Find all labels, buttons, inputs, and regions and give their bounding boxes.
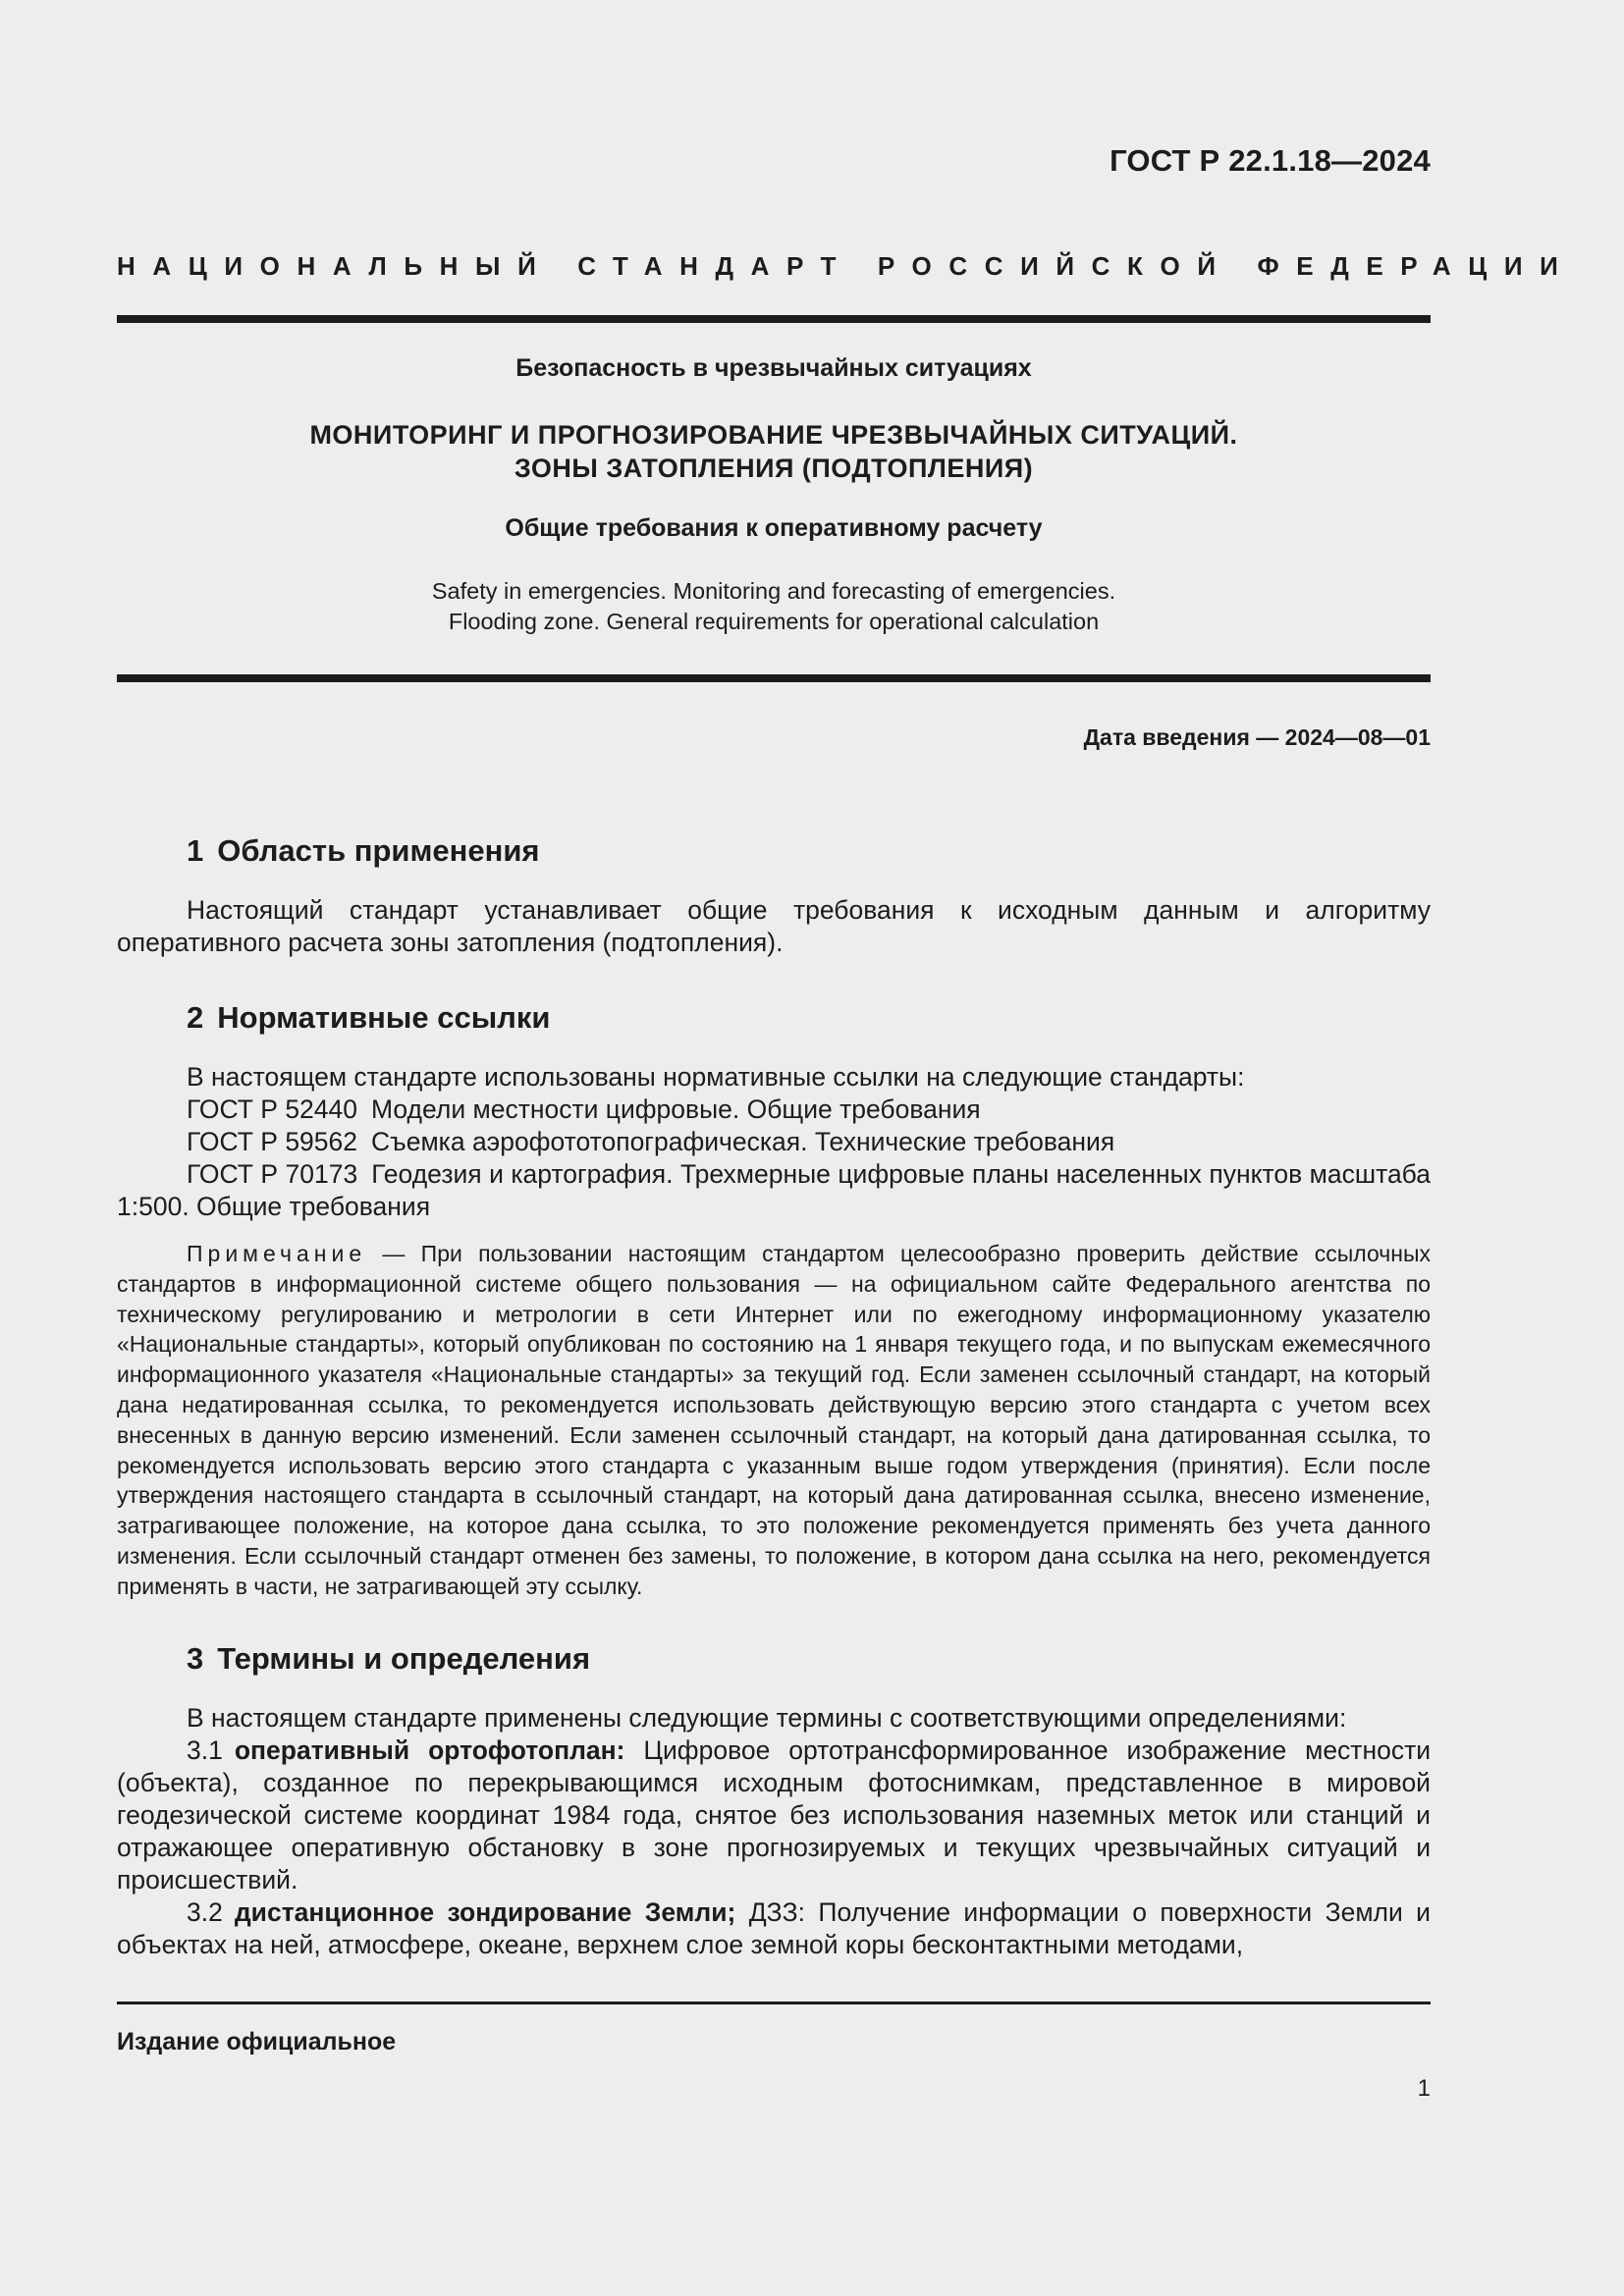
title-divider (117, 674, 1431, 682)
main-title-line-2: ЗОНЫ ЗАТОПЛЕНИЯ (ПОДТОПЛЕНИЯ) (514, 454, 1034, 483)
section-title: Область применения (217, 833, 540, 868)
scope-paragraph: Настоящий стандарт устанавливает общие требования к исходным данным и алгоритму оперативного расчета зоны затопления (подтопления). (117, 895, 1431, 957)
references-intro: В настоящем стандарте использованы нормативные ссылки на следующие стандарты: (187, 1062, 1245, 1092)
note-text: — При пользовании настоящим стандартом целесообразно проверить действие ссылочных стандартов в информационной системе общего пользования — на официальном сайте Федерального агентства по техническому регулированию и метрологии в сети Интернет или по ежегодному информационному указателю «Национальные стандарты», который опубликован по состоянию на 1 января текущего года, и по выпускам ежемесячного информационного указателя «Национальные стандарты» за текущий год. Если заменен ссылочный стандарт, на который дана недатированная ссылка, то рекомендуется использовать действующую версию этого стандарта с учетом всех внесенных в данную версию изменений. Если заменен ссылочный стандарт, на который дана датированная ссылка, то рекомендуется использовать версию этого стандарта с указанным выше годом утверждения (принятия). Если после утверждения настоящего стандарта в ссылочный стандарт, на который дана датированная ссылка, внесено изменение, затрагивающее положение, на которое дана ссылка, то это положение рекомендуется применять без учета данного изменения. Если ссылочный стандарт отменен без замены, то положение, в котором дана ссылка на него, рекомендуется применять в части, не затрагивающей эту ссылку. (117, 1241, 1431, 1599)
term-name: дистанционное зондирование Земли; (234, 1897, 736, 1927)
term-definition: ДЗЗ: Получение информации о поверхности Земли и объектах на ней, атмосфере, океане, верхнем слое земной коры бесконтактными методами, (117, 1897, 1431, 1959)
terms-intro: В настоящем стандарте применены следующие термины с соответствующими определениями: (187, 1703, 1347, 1733)
reference-title: Съемка аэрофототопографическая. Технические требования (371, 1127, 1115, 1156)
term-name: оперативный ортофотоплан: (234, 1735, 625, 1765)
standard-number: ГОСТ Р 22.1.18—2024 (1110, 143, 1431, 178)
section-number: 3 (187, 1641, 204, 1676)
introduction-date: Дата введения — 2024—08—01 (1083, 724, 1431, 750)
term-entry (117, 1735, 1431, 1896)
reference-item (117, 1158, 1431, 1223)
reference-code: ГОСТ Р 70173 (187, 1159, 358, 1189)
note-label: Примечание (187, 1241, 367, 1266)
edition-label: Издание официальное (117, 2028, 397, 2056)
subject-heading: Безопасность в чрезвычайных ситуациях (515, 354, 1032, 382)
sub-title: Общие требования к оперативному расчету (505, 514, 1043, 542)
english-title (117, 576, 1431, 637)
main-title-line-1: МОНИТОРИНГ И ПРОГНОЗИРОВАНИЕ ЧРЕЗВЫЧАЙНЫХ СИТУАЦИЙ. (309, 420, 1238, 450)
term-number: 3.2 (187, 1897, 223, 1927)
reference-code: ГОСТ Р 59562 (187, 1127, 358, 1156)
english-title-line-1: Safety in emergencies. Monitoring and forecasting of emergencies. (431, 578, 1116, 604)
section-title: Нормативные ссылки (217, 1000, 551, 1035)
section-number: 2 (187, 1000, 204, 1035)
term-definition: Цифровое ортотрансформированное изображение местности (объекта), созданное по перекрывающимся исходным фотоснимкам, представленное в мировой геодезической системе координат 1984 года, снятое без использования наземных меток или станций и отражающее оперативную обстановку в зоне прогнозируемых и текущих чрезвычайных ситуаций и происшествий. (117, 1735, 1432, 1895)
document-page (117, 0, 1576, 2296)
page-number: 1 (1417, 2075, 1431, 2102)
section-heading-scope (187, 833, 540, 869)
term-number: 3.1 (187, 1735, 223, 1765)
references-note (117, 1239, 1431, 1602)
reference-title: Модели местности цифровые. Общие требования (371, 1095, 981, 1124)
section-heading-references (187, 1000, 550, 1036)
reference-item (187, 1094, 981, 1126)
section-title: Термины и определения (217, 1641, 591, 1676)
term-entry (117, 1896, 1431, 1961)
reference-code: ГОСТ Р 52440 (187, 1095, 358, 1124)
top-divider (117, 315, 1431, 323)
footer-divider (117, 2002, 1431, 2004)
national-standard-label: НАЦИОНАЛЬНЫЙ СТАНДАРТ РОССИЙСКОЙ ФЕДЕРАЦИИ (117, 251, 1576, 281)
main-title (117, 418, 1431, 485)
english-title-line-2: Flooding zone. General requirements for operational calculation (448, 609, 1100, 634)
section-heading-terms (187, 1641, 590, 1677)
reference-item (187, 1126, 1114, 1158)
reference-title: Геодезия и картография. Трехмерные цифровые планы населенных пунктов масштаба 1:500. Общие требования (117, 1159, 1431, 1221)
section-number: 1 (187, 833, 204, 868)
